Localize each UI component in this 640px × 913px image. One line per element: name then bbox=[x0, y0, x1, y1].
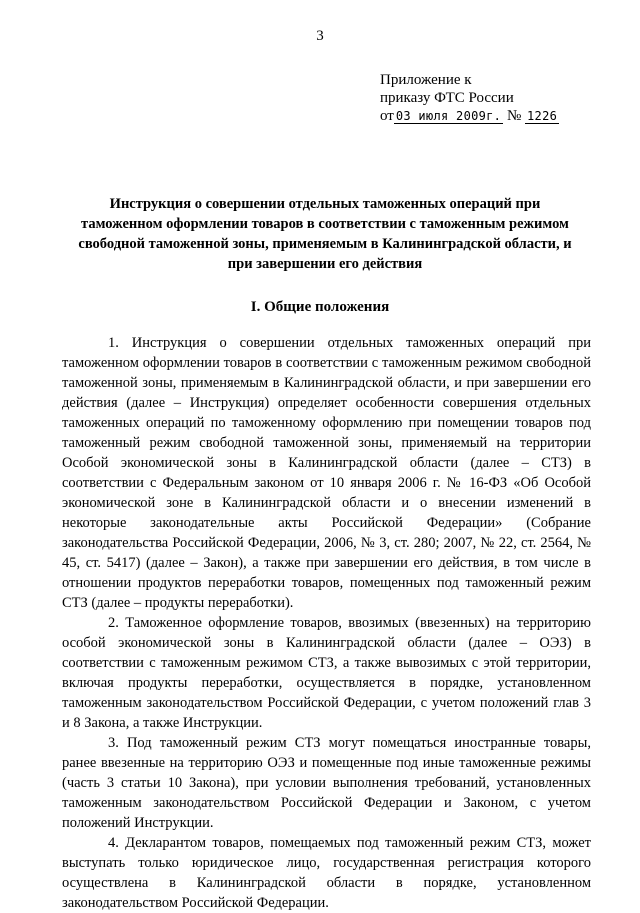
order-number-label: № bbox=[506, 108, 522, 124]
paragraph-4: 4. Декларантом товаров, помещаемых под таможенный режим СТЗ, может выступать только юридическое лицо, государственная регистрация которого осуществлена в Калининградской области в порядке, установленном законодательством Российской Федерации. bbox=[62, 835, 591, 911]
order-reference bbox=[380, 107, 610, 125]
section-heading: I. Общие положения bbox=[250, 299, 390, 315]
body-text bbox=[62, 333, 591, 913]
order-date: 03 июля 2009г. bbox=[395, 109, 502, 123]
order-number: 1226 bbox=[527, 109, 558, 123]
page-number: 3 bbox=[316, 28, 324, 44]
paragraph-2: 2. Таможенное оформление товаров, ввозимых (ввезенных) на территорию особой экономической зоны в Калининградской области (далее – ОЭЗ) в соответствии с таможенным режимом СТЗ, а также вывозимых с этой территории, включая продукты переработки, осуществляется в порядке, установленном таможенным законодательством Российской Федерации, с учетом положений глав 3 и 8 Закона, а также Инструкции. bbox=[62, 615, 591, 731]
title-line-2: таможенном оформлении товаров в соответствии с таможенным режимом bbox=[81, 216, 569, 232]
title-line-1: Инструкция о совершении отдельных таможенных операций при bbox=[109, 196, 541, 212]
annex-block bbox=[380, 71, 610, 125]
document-title bbox=[60, 194, 590, 274]
paragraph-1: 1. Инструкция о совершении отдельных таможенных операций при таможенном оформлении товаров в соответствии с таможенным режимом свободной таможенной зоны, применяемым в Калининградской области, и при завершении его действия (далее – Инструкция) определяет особенности совершения отдельных таможенных операций по таможенному оформлению при помещении товаров под таможенный режим свободной таможенной зоны, применяемый на территории Особой экономической зоны в Калининградской области (далее – СТЗ) в соответствии с Федеральным законом от 10 января 2006 г. № 16-ФЗ «Об Особой экономической зоне в Калининградской области и о внесении изменений в некоторые законодательные акты Российской Федерации» (Собрание законодательства Российской Федерации, 2006, № 3, ст. 280; 2007, № 22, ст. 2564, № 45, ст. 5417) (далее – Закон), а также при завершении его действия, в том числе в отношении продуктов переработки товаров, помещенных под таможенный режим СТЗ (далее – продукты переработки). bbox=[62, 335, 591, 611]
annex-line-1: Приложение к bbox=[380, 72, 472, 88]
annex-line-2: приказу ФТС России bbox=[380, 90, 514, 106]
paragraph-3: 3. Под таможенный режим СТЗ могут помещаться иностранные товары, ранее ввезенные на территорию ОЭЗ и помещенные под иные таможенные режимы (часть 3 статьи 10 Закона), при условии выполнения требований, установленных таможенным законодательством Российской Федерации и Законом, с учетом положений Инструкции. bbox=[62, 735, 591, 831]
title-line-3: свободной таможенной зоны, применяемым в Калининградской области, и bbox=[78, 236, 572, 252]
order-prefix: от bbox=[380, 108, 394, 124]
title-line-4: при завершении его действия bbox=[227, 256, 423, 272]
